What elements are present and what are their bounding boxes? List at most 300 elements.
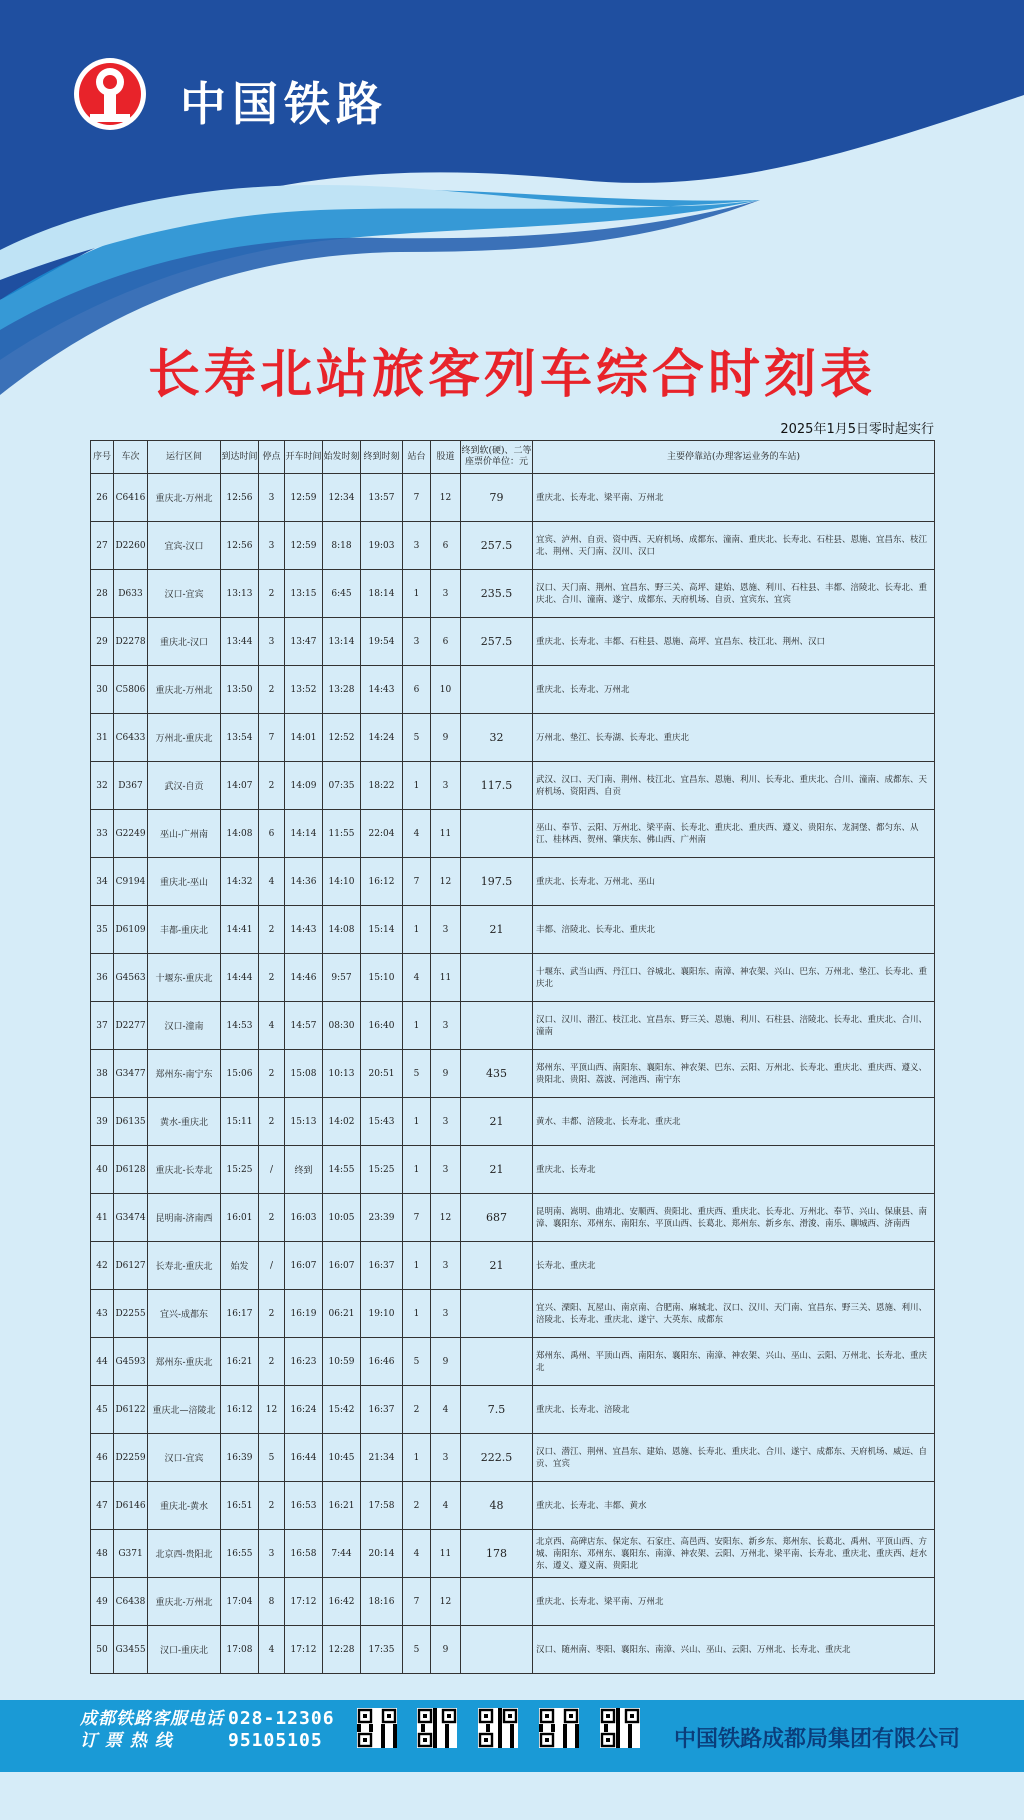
cell-arrive: 14:44 xyxy=(221,954,259,1002)
cell-stop: 6 xyxy=(259,810,285,858)
cell-terminal-arr: 18:14 xyxy=(361,570,403,618)
cell-stops: 重庆北、长寿北、万州北、巫山 xyxy=(533,858,935,906)
table-header-row xyxy=(91,441,935,474)
cell-fare: 21 xyxy=(461,906,533,954)
cell-depart: 14:09 xyxy=(285,762,323,810)
cell-terminal-arr: 16:37 xyxy=(361,1386,403,1434)
cell-route: 万州北-重庆北 xyxy=(148,714,221,762)
header-platform: 站台 xyxy=(403,441,431,474)
cell-stops: 重庆北、长寿北、涪陵北 xyxy=(533,1386,935,1434)
cell-track: 11 xyxy=(431,954,461,1002)
cell-track: 10 xyxy=(431,666,461,714)
cell-platform: 3 xyxy=(403,618,431,666)
cell-seq: 46 xyxy=(91,1434,114,1482)
cell-terminal-arr: 18:16 xyxy=(361,1578,403,1626)
table-row xyxy=(91,1290,935,1338)
cell-fare: 48 xyxy=(461,1482,533,1530)
table-row xyxy=(91,1530,935,1578)
cell-seq: 30 xyxy=(91,666,114,714)
hotline-number-booking: 95105105 xyxy=(228,1730,323,1751)
cell-route: 重庆北-万州北 xyxy=(148,1578,221,1626)
cell-depart: 16:44 xyxy=(285,1434,323,1482)
cell-platform: 7 xyxy=(403,1194,431,1242)
cell-stop: 4 xyxy=(259,1626,285,1674)
cell-track: 12 xyxy=(431,1578,461,1626)
cell-fare xyxy=(461,1002,533,1050)
cell-fare: 257.5 xyxy=(461,618,533,666)
cell-train: D6109 xyxy=(114,906,148,954)
cell-stop: 2 xyxy=(259,570,285,618)
cell-train: G3455 xyxy=(114,1626,148,1674)
table-row xyxy=(91,1242,935,1290)
cell-terminal-arr: 20:14 xyxy=(361,1530,403,1578)
header-train: 车次 xyxy=(114,441,148,474)
cell-fare: 21 xyxy=(461,1098,533,1146)
cell-train: C5806 xyxy=(114,666,148,714)
company-name: 中国铁路成都局集团有限公司 xyxy=(673,1727,960,1752)
cell-stops: 郑州东、平顶山西、南阳东、襄阳东、神农架、巴东、云阳、万州北、长寿北、重庆北、重庆西、遵义、贵阳北、贵阳、荔波、河池西、南宁东 xyxy=(533,1050,935,1098)
table-row xyxy=(91,1194,935,1242)
cell-platform: 7 xyxy=(403,474,431,522)
cell-track: 3 xyxy=(431,1146,461,1194)
page-title: 长寿北站旅客列车综合时刻表 xyxy=(147,345,876,405)
cell-platform: 5 xyxy=(403,714,431,762)
cell-seq: 29 xyxy=(91,618,114,666)
cell-fare: 435 xyxy=(461,1050,533,1098)
cell-track: 9 xyxy=(431,714,461,762)
cell-fare: 235.5 xyxy=(461,570,533,618)
cell-depart: 13:47 xyxy=(285,618,323,666)
cell-arrive: 17:04 xyxy=(221,1578,259,1626)
cell-train: D6128 xyxy=(114,1146,148,1194)
hotline-label-booking: 订 票 热 线 xyxy=(80,1731,173,1751)
table-row xyxy=(91,954,935,1002)
cell-origin-dep: 12:34 xyxy=(323,474,361,522)
cell-origin-dep: 15:42 xyxy=(323,1386,361,1434)
cell-depart: 16:23 xyxy=(285,1338,323,1386)
cell-platform: 4 xyxy=(403,954,431,1002)
cell-terminal-arr: 15:43 xyxy=(361,1098,403,1146)
cell-arrive: 14:32 xyxy=(221,858,259,906)
header-arrive: 到达时间 xyxy=(221,441,259,474)
cell-seq: 34 xyxy=(91,858,114,906)
cell-stops: 重庆北、长寿北、丰都、黄水 xyxy=(533,1482,935,1530)
cell-track: 11 xyxy=(431,1530,461,1578)
cell-terminal-arr: 17:35 xyxy=(361,1626,403,1674)
cell-origin-dep: 6:45 xyxy=(323,570,361,618)
cell-depart: 15:13 xyxy=(285,1098,323,1146)
cell-origin-dep: 10:45 xyxy=(323,1434,361,1482)
cell-depart: 终到 xyxy=(285,1146,323,1194)
cell-stop: 3 xyxy=(259,474,285,522)
cell-arrive: 12:56 xyxy=(221,522,259,570)
cell-arrive: 14:53 xyxy=(221,1002,259,1050)
cell-train: D633 xyxy=(114,570,148,618)
cell-fare xyxy=(461,1338,533,1386)
cell-origin-dep: 7:44 xyxy=(323,1530,361,1578)
cell-platform: 1 xyxy=(403,1146,431,1194)
cell-seq: 27 xyxy=(91,522,114,570)
cell-arrive: 15:25 xyxy=(221,1146,259,1194)
cell-train: D6146 xyxy=(114,1482,148,1530)
cell-fare: 222.5 xyxy=(461,1434,533,1482)
cell-route: 宜兴-成都东 xyxy=(148,1290,221,1338)
cell-fare: 197.5 xyxy=(461,858,533,906)
cell-platform: 5 xyxy=(403,1338,431,1386)
cell-stop: 4 xyxy=(259,858,285,906)
cell-stops: 丰都、涪陵北、长寿北、重庆北 xyxy=(533,906,935,954)
table-row xyxy=(91,1482,935,1530)
cell-origin-dep: 13:28 xyxy=(323,666,361,714)
cell-stop: 8 xyxy=(259,1578,285,1626)
header-origin-dep: 始发时刻 xyxy=(323,441,361,474)
header-terminal-arr: 终到时刻 xyxy=(361,441,403,474)
cell-stops: 昆明南、嵩明、曲靖北、安顺西、贵阳北、重庆西、重庆北、长寿北、万州北、奉节、兴山、保康县、南漳、襄阳东、邓州东、南阳东、平顶山西、长葛北、郑州东、新乡东、滑浚、南乐、聊城西、济南西 xyxy=(533,1194,935,1242)
cell-depart: 16:07 xyxy=(285,1242,323,1290)
cell-seq: 28 xyxy=(91,570,114,618)
cell-origin-dep: 12:52 xyxy=(323,714,361,762)
cell-stop: 3 xyxy=(259,618,285,666)
cell-depart: 15:08 xyxy=(285,1050,323,1098)
cell-seq: 50 xyxy=(91,1626,114,1674)
cell-fare: 117.5 xyxy=(461,762,533,810)
cell-origin-dep: 8:18 xyxy=(323,522,361,570)
cell-stops: 北京西、高碑店东、保定东、石家庄、高邑西、安阳东、新乡东、郑州东、长葛北、禹州、平顶山西、方城、南阳东、邓州东、襄阳东、南漳、神农架、云阳、万州北、梁平南、长寿北、重庆北、重庆西、赶水东、遵义、遵义南、贵阳北 xyxy=(533,1530,935,1578)
cell-route: 汉口-宜宾 xyxy=(148,570,221,618)
cell-arrive: 13:50 xyxy=(221,666,259,714)
cell-terminal-arr: 14:24 xyxy=(361,714,403,762)
cell-stop: 7 xyxy=(259,714,285,762)
cell-stop: 2 xyxy=(259,954,285,1002)
cell-arrive: 12:56 xyxy=(221,474,259,522)
cell-seq: 43 xyxy=(91,1290,114,1338)
cell-origin-dep: 08:30 xyxy=(323,1002,361,1050)
hotline-label-service: 成都铁路客服电话 xyxy=(80,1709,224,1729)
cell-track: 9 xyxy=(431,1338,461,1386)
cell-depart: 16:19 xyxy=(285,1290,323,1338)
cell-stops: 万州北、垫江、长寿湖、长寿北、重庆北 xyxy=(533,714,935,762)
cell-arrive: 15:06 xyxy=(221,1050,259,1098)
cell-route: 重庆北-巫山 xyxy=(148,858,221,906)
cell-track: 11 xyxy=(431,810,461,858)
cell-stop: 2 xyxy=(259,1338,285,1386)
cell-stops: 长寿北、重庆北 xyxy=(533,1242,935,1290)
cell-train: G3477 xyxy=(114,1050,148,1098)
cell-route: 巫山-广州南 xyxy=(148,810,221,858)
cell-platform: 1 xyxy=(403,906,431,954)
cell-depart: 12:59 xyxy=(285,474,323,522)
cell-stop: 2 xyxy=(259,666,285,714)
cell-route: 重庆北—涪陵北 xyxy=(148,1386,221,1434)
header-seq: 序号 xyxy=(91,441,114,474)
cell-fare: 21 xyxy=(461,1242,533,1290)
cell-stop: 2 xyxy=(259,1050,285,1098)
cell-platform: 3 xyxy=(403,522,431,570)
cell-terminal-arr: 16:46 xyxy=(361,1338,403,1386)
cell-stops: 重庆北、长寿北、梁平南、万州北 xyxy=(533,1578,935,1626)
cell-fare: 687 xyxy=(461,1194,533,1242)
cell-arrive: 13:13 xyxy=(221,570,259,618)
cell-platform: 1 xyxy=(403,1098,431,1146)
table-row xyxy=(91,1338,935,1386)
cell-track: 3 xyxy=(431,1242,461,1290)
cell-train: G2249 xyxy=(114,810,148,858)
cell-stops: 郑州东、禹州、平顶山西、南阳东、襄阳东、南漳、神农架、兴山、巫山、云阳、万州北、长寿北、重庆北 xyxy=(533,1338,935,1386)
cell-origin-dep: 13:14 xyxy=(323,618,361,666)
cell-seq: 26 xyxy=(91,474,114,522)
cell-stops: 重庆北、长寿北 xyxy=(533,1146,935,1194)
qr-code-icon xyxy=(417,1708,457,1748)
cell-route: 重庆北-万州北 xyxy=(148,474,221,522)
cell-terminal-arr: 19:03 xyxy=(361,522,403,570)
hotline-number-service: 028-12306 xyxy=(228,1708,335,1729)
cell-stops: 汉口、汉川、潜江、枝江北、宜昌东、野三关、恩施、利川、石柱县、涪陵北、长寿北、重庆北、合川、潼南 xyxy=(533,1002,935,1050)
cell-track: 3 xyxy=(431,762,461,810)
cell-origin-dep: 10:13 xyxy=(323,1050,361,1098)
table-row xyxy=(91,474,935,522)
hotline-numbers xyxy=(228,1708,335,1752)
cell-seq: 42 xyxy=(91,1242,114,1290)
cell-train: D6122 xyxy=(114,1386,148,1434)
cell-stop: 5 xyxy=(259,1434,285,1482)
cell-platform: 7 xyxy=(403,1578,431,1626)
cell-depart: 14:57 xyxy=(285,1002,323,1050)
cell-platform: 1 xyxy=(403,762,431,810)
cell-stops: 巫山、奉节、云阳、万州北、梁平南、长寿北、重庆北、重庆西、遵义、贵阳东、龙洞堡、都匀东、从江、桂林西、贺州、肇庆东、佛山西、广州南 xyxy=(533,810,935,858)
cell-route: 北京西-贵阳北 xyxy=(148,1530,221,1578)
cell-stops: 黄水、丰都、涪陵北、长寿北、重庆北 xyxy=(533,1098,935,1146)
header-fare-line1: 终到软(硬)、二等 xyxy=(461,446,532,456)
cell-depart: 14:36 xyxy=(285,858,323,906)
cell-origin-dep: 14:55 xyxy=(323,1146,361,1194)
cell-origin-dep: 16:21 xyxy=(323,1482,361,1530)
cell-route: 宜宾-汉口 xyxy=(148,522,221,570)
table-row xyxy=(91,1050,935,1098)
cell-fare xyxy=(461,666,533,714)
cell-fare xyxy=(461,1626,533,1674)
brand-name: 中国铁路 xyxy=(180,77,388,131)
table-row xyxy=(91,1578,935,1626)
cell-platform: 5 xyxy=(403,1050,431,1098)
cell-stop: 3 xyxy=(259,1530,285,1578)
cell-platform: 6 xyxy=(403,666,431,714)
cell-terminal-arr: 19:10 xyxy=(361,1290,403,1338)
cell-platform: 1 xyxy=(403,1434,431,1482)
cell-track: 3 xyxy=(431,570,461,618)
cell-fare: 21 xyxy=(461,1146,533,1194)
cell-depart: 16:24 xyxy=(285,1386,323,1434)
timetable-body xyxy=(91,474,935,1674)
footer-bar xyxy=(0,1700,1024,1772)
cell-train: D367 xyxy=(114,762,148,810)
table-row xyxy=(91,1002,935,1050)
header-route: 运行区间 xyxy=(148,441,221,474)
effective-date: 2025年1月5日零时起实行 xyxy=(780,422,934,437)
cell-platform: 2 xyxy=(403,1386,431,1434)
header-stop: 停点 xyxy=(259,441,285,474)
cell-depart: 16:03 xyxy=(285,1194,323,1242)
cell-route: 汉口-潼南 xyxy=(148,1002,221,1050)
cell-arrive: 14:41 xyxy=(221,906,259,954)
cell-fare xyxy=(461,810,533,858)
table-row xyxy=(91,1098,935,1146)
cell-arrive: 17:08 xyxy=(221,1626,259,1674)
cell-fare: 32 xyxy=(461,714,533,762)
cell-terminal-arr: 16:12 xyxy=(361,858,403,906)
cell-depart: 16:58 xyxy=(285,1530,323,1578)
cell-stop: 2 xyxy=(259,906,285,954)
cell-route: 重庆北-黄水 xyxy=(148,1482,221,1530)
cell-depart: 13:52 xyxy=(285,666,323,714)
cell-origin-dep: 14:08 xyxy=(323,906,361,954)
cell-route: 汉口-宜宾 xyxy=(148,1434,221,1482)
cell-seq: 37 xyxy=(91,1002,114,1050)
table-row xyxy=(91,714,935,762)
cell-origin-dep: 06:21 xyxy=(323,1290,361,1338)
cell-stops: 重庆北、长寿北、梁平南、万州北 xyxy=(533,474,935,522)
cell-track: 3 xyxy=(431,906,461,954)
cell-track: 3 xyxy=(431,1290,461,1338)
cell-track: 3 xyxy=(431,1434,461,1482)
cell-stops: 汉口、潜江、荆州、宜昌东、建始、恩施、长寿北、重庆北、合川、遂宁、成都东、天府机场、威远、自贡、宜宾 xyxy=(533,1434,935,1482)
cell-stop: 2 xyxy=(259,1290,285,1338)
cell-origin-dep: 10:05 xyxy=(323,1194,361,1242)
cell-platform: 1 xyxy=(403,1290,431,1338)
cell-stops: 汉口、随州南、枣阳、襄阳东、南漳、兴山、巫山、云阳、万州北、长寿北、重庆北 xyxy=(533,1626,935,1674)
cell-depart: 14:43 xyxy=(285,906,323,954)
cell-route: 长寿北-重庆北 xyxy=(148,1242,221,1290)
cell-origin-dep: 07:35 xyxy=(323,762,361,810)
cell-route: 十堰东-重庆北 xyxy=(148,954,221,1002)
cell-fare xyxy=(461,954,533,1002)
cell-track: 6 xyxy=(431,618,461,666)
cell-arrive: 始发 xyxy=(221,1242,259,1290)
cell-origin-dep: 11:55 xyxy=(323,810,361,858)
cell-terminal-arr: 18:22 xyxy=(361,762,403,810)
cell-terminal-arr: 20:51 xyxy=(361,1050,403,1098)
cell-seq: 48 xyxy=(91,1530,114,1578)
cell-train: G3474 xyxy=(114,1194,148,1242)
hotline-labels xyxy=(80,1708,224,1752)
table-row xyxy=(91,1434,935,1482)
cell-depart: 14:46 xyxy=(285,954,323,1002)
cell-train: C9194 xyxy=(114,858,148,906)
cell-platform: 1 xyxy=(403,570,431,618)
table-row xyxy=(91,1386,935,1434)
cell-train: D2277 xyxy=(114,1002,148,1050)
cell-stops: 十堰东、武当山西、丹江口、谷城北、襄阳东、南漳、神农架、兴山、巴东、万州北、垫江、长寿北、重庆北 xyxy=(533,954,935,1002)
cell-train: G4593 xyxy=(114,1338,148,1386)
cell-stop: 3 xyxy=(259,522,285,570)
cell-depart: 13:15 xyxy=(285,570,323,618)
cell-train: D6135 xyxy=(114,1098,148,1146)
cell-seq: 35 xyxy=(91,906,114,954)
cell-terminal-arr: 16:40 xyxy=(361,1002,403,1050)
cell-depart: 16:53 xyxy=(285,1482,323,1530)
cell-terminal-arr: 16:37 xyxy=(361,1242,403,1290)
cell-arrive: 15:11 xyxy=(221,1098,259,1146)
cell-stop: / xyxy=(259,1146,285,1194)
cell-seq: 33 xyxy=(91,810,114,858)
table-row xyxy=(91,522,935,570)
cell-train: G4563 xyxy=(114,954,148,1002)
timetable xyxy=(90,440,935,1674)
cell-route: 重庆北-汉口 xyxy=(148,618,221,666)
cell-terminal-arr: 15:10 xyxy=(361,954,403,1002)
cell-train: D2259 xyxy=(114,1434,148,1482)
cell-train: C6416 xyxy=(114,474,148,522)
cell-seq: 47 xyxy=(91,1482,114,1530)
cell-platform: 2 xyxy=(403,1482,431,1530)
table-row xyxy=(91,762,935,810)
cell-stop: 2 xyxy=(259,1482,285,1530)
cell-fare xyxy=(461,1578,533,1626)
cell-track: 9 xyxy=(431,1626,461,1674)
cell-depart: 12:59 xyxy=(285,522,323,570)
cell-seq: 39 xyxy=(91,1098,114,1146)
cell-depart: 14:01 xyxy=(285,714,323,762)
cell-stops: 重庆北、长寿北、万州北 xyxy=(533,666,935,714)
cell-route: 重庆北-长寿北 xyxy=(148,1146,221,1194)
cell-arrive: 16:01 xyxy=(221,1194,259,1242)
cell-terminal-arr: 19:54 xyxy=(361,618,403,666)
cell-train: C6438 xyxy=(114,1578,148,1626)
cell-platform: 4 xyxy=(403,1530,431,1578)
cell-fare: 257.5 xyxy=(461,522,533,570)
china-railway-logo-icon xyxy=(70,52,150,140)
cell-arrive: 16:21 xyxy=(221,1338,259,1386)
cell-stops: 武汉、汉口、天门南、荆州、枝江北、宜昌东、恩施、利川、长寿北、重庆北、合川、潼南、成都东、天府机场、资阳西、自贡 xyxy=(533,762,935,810)
cell-train: D2278 xyxy=(114,618,148,666)
cell-seq: 49 xyxy=(91,1578,114,1626)
cell-arrive: 14:07 xyxy=(221,762,259,810)
cell-route: 黄水-重庆北 xyxy=(148,1098,221,1146)
cell-stop: / xyxy=(259,1242,285,1290)
qr-code-icon xyxy=(600,1708,640,1748)
cell-route: 郑州东-南宁东 xyxy=(148,1050,221,1098)
cell-origin-dep: 14:02 xyxy=(323,1098,361,1146)
qr-code-icon xyxy=(357,1708,397,1748)
cell-seq: 38 xyxy=(91,1050,114,1098)
header-track: 股道 xyxy=(431,441,461,474)
cell-seq: 32 xyxy=(91,762,114,810)
header-fare xyxy=(461,441,533,474)
cell-route: 汉口-重庆北 xyxy=(148,1626,221,1674)
cell-track: 3 xyxy=(431,1098,461,1146)
cell-route: 武汉-自贡 xyxy=(148,762,221,810)
cell-platform: 5 xyxy=(403,1626,431,1674)
cell-platform: 1 xyxy=(403,1242,431,1290)
cell-depart: 17:12 xyxy=(285,1626,323,1674)
header-stops: 主要停靠站(办理客运业务的车站) xyxy=(533,441,935,474)
cell-arrive: 16:39 xyxy=(221,1434,259,1482)
cell-train: C6433 xyxy=(114,714,148,762)
cell-arrive: 16:12 xyxy=(221,1386,259,1434)
cell-track: 4 xyxy=(431,1482,461,1530)
cell-depart: 17:12 xyxy=(285,1578,323,1626)
cell-platform: 1 xyxy=(403,1002,431,1050)
qr-code-icon xyxy=(478,1708,518,1748)
cell-fare xyxy=(461,1290,533,1338)
cell-track: 3 xyxy=(431,1002,461,1050)
cell-origin-dep: 16:07 xyxy=(323,1242,361,1290)
header-fare-line2: 座票价单位：元 xyxy=(464,457,528,467)
cell-seq: 31 xyxy=(91,714,114,762)
cell-platform: 7 xyxy=(403,858,431,906)
cell-stop: 12 xyxy=(259,1386,285,1434)
table-row xyxy=(91,810,935,858)
cell-arrive: 13:54 xyxy=(221,714,259,762)
